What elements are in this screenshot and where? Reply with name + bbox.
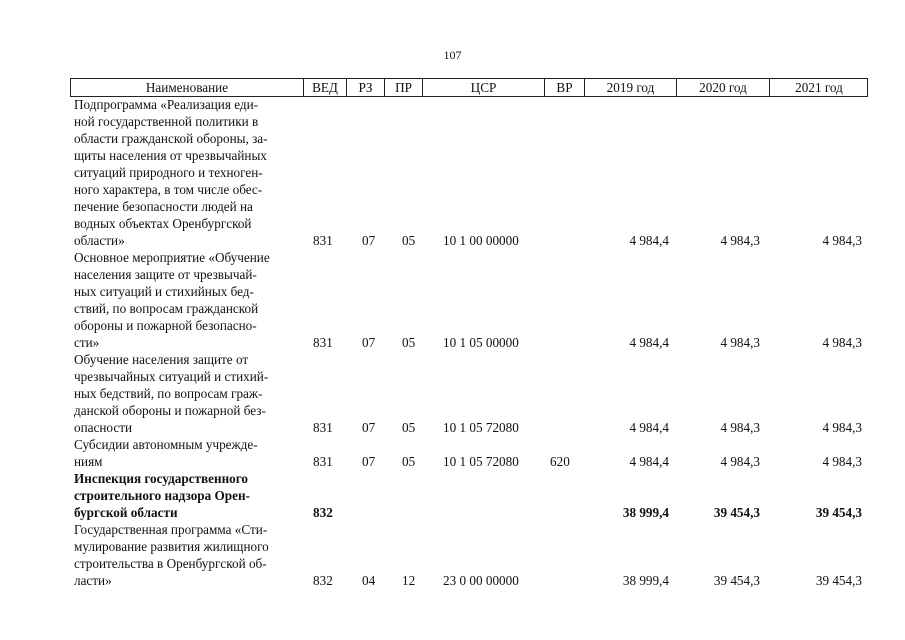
cell-name-line: щиты населения от чрезвычайных [74, 148, 267, 163]
column-header-pr: ПР [384, 79, 422, 96]
cell-rz: 04 [362, 573, 376, 588]
column-header-2020: 2020 год [676, 79, 769, 96]
cell-name [74, 436, 306, 470]
cell-ved: 831 [313, 454, 333, 469]
cell-name-line: ласти» [74, 573, 112, 588]
cell-vr: 620 [550, 454, 570, 469]
table-row [70, 436, 870, 470]
cell-2019: 38 999,4 [622, 505, 669, 520]
cell-name-line: водных объектах Оренбургской [74, 216, 252, 231]
cell-2021: 4 984,3 [822, 233, 862, 248]
cell-csr: 10 1 00 00000 [443, 233, 519, 248]
cell-name-line: Обучение населения защите от [74, 352, 249, 367]
cell-ved: 831 [313, 335, 333, 350]
cell-name-line: ниям [74, 454, 103, 469]
column-header-name: Наименование [145, 80, 229, 95]
cell-name-line: мулирование развития жилищного [74, 539, 269, 554]
cell-name [74, 249, 306, 351]
cell-name-line: чрезвычайных ситуаций и стихий- [74, 369, 269, 384]
cell-pr: 05 [402, 454, 416, 469]
cell-name-line: Субсидии автономным учрежде- [74, 437, 258, 452]
cell-name-line: печение безопасности людей на [74, 199, 253, 214]
cell-name-line: ного характера, в том числе обес- [74, 182, 263, 197]
cell-pr: 05 [402, 335, 416, 350]
cell-name-line: населения защите от чрезвычай- [74, 267, 257, 282]
cell-2020: 39 454,3 [713, 573, 760, 588]
cell-name-line: опасности [74, 420, 133, 435]
cell-pr: 05 [402, 233, 416, 248]
cell-ved: 832 [313, 573, 333, 588]
cell-2021: 4 984,3 [822, 420, 862, 435]
cell-name-line: Инспекция государственного [74, 471, 249, 486]
cell-name [74, 96, 306, 249]
column-header-2019: 2019 год [584, 79, 676, 96]
cell-2020: 4 984,3 [720, 420, 760, 435]
table-row [70, 521, 870, 589]
cell-name-line: ситуаций природного и техноген- [74, 165, 263, 180]
column-header-ved: ВЕД [303, 79, 346, 96]
cell-rz: 07 [362, 335, 376, 350]
cell-rz: 07 [362, 420, 376, 435]
cell-name [74, 521, 306, 589]
column-header-rz: РЗ [346, 79, 384, 96]
cell-2019: 4 984,4 [629, 420, 669, 435]
cell-name-line: ных ситуаций и стихийных бед- [74, 284, 254, 299]
column-header-csr: ЦСР [422, 79, 544, 96]
cell-name [74, 351, 306, 436]
cell-name-line: области» [74, 233, 125, 248]
table-header [70, 78, 868, 97]
cell-2019: 38 999,4 [622, 573, 669, 588]
table-row [70, 470, 870, 521]
cell-2021: 4 984,3 [822, 335, 862, 350]
cell-2021: 4 984,3 [822, 454, 862, 469]
cell-ved: 832 [313, 505, 333, 520]
cell-name-line: ной государственной политики в [74, 114, 259, 129]
cell-name-line: данской обороны и пожарной без- [74, 403, 266, 418]
cell-name-line: области гражданской обороны, за- [74, 131, 268, 146]
cell-2020: 4 984,3 [720, 233, 760, 248]
cell-2019: 4 984,4 [629, 233, 669, 248]
table-row [70, 351, 870, 436]
cell-ved: 831 [313, 420, 333, 435]
cell-name-line: ствий, по вопросам гражданской [74, 301, 259, 316]
cell-2019: 4 984,4 [629, 454, 669, 469]
column-header-2021: 2021 год [769, 79, 868, 96]
cell-name-line: бургской области [74, 505, 178, 520]
cell-name [74, 470, 306, 521]
cell-2019: 4 984,4 [629, 335, 669, 350]
cell-2020: 4 984,3 [720, 454, 760, 469]
cell-name-line: Основное мероприятие «Обучение [74, 250, 270, 265]
cell-csr: 10 1 05 72080 [443, 420, 519, 435]
cell-2020: 4 984,3 [720, 335, 760, 350]
column-header-vr: ВР [544, 79, 584, 96]
cell-csr: 23 0 00 00000 [443, 573, 519, 588]
cell-rz: 07 [362, 454, 376, 469]
cell-name-line: обороны и пожарной безопасно- [74, 318, 257, 333]
cell-name-line: Государственная программа «Сти- [74, 522, 268, 537]
cell-2021: 39 454,3 [815, 573, 862, 588]
cell-name-line: сти» [74, 335, 100, 350]
cell-name-line: ных бедствий, по вопросам граж- [74, 386, 263, 401]
table-row [70, 96, 870, 249]
cell-csr: 10 1 05 00000 [443, 335, 519, 350]
cell-name-line: строительства в Оренбургской об- [74, 556, 267, 571]
cell-name-line: Подпрограмма «Реализация еди- [74, 97, 259, 112]
cell-2020: 39 454,3 [713, 505, 760, 520]
cell-rz: 07 [362, 233, 376, 248]
page-number: 107 [443, 48, 462, 62]
cell-name-line: строительного надзора Орен- [74, 488, 250, 503]
table-row [70, 249, 870, 351]
cell-ved: 831 [313, 233, 333, 248]
cell-pr: 12 [402, 573, 416, 588]
cell-pr: 05 [402, 420, 416, 435]
cell-csr: 10 1 05 72080 [443, 454, 519, 469]
cell-2021: 39 454,3 [815, 505, 862, 520]
